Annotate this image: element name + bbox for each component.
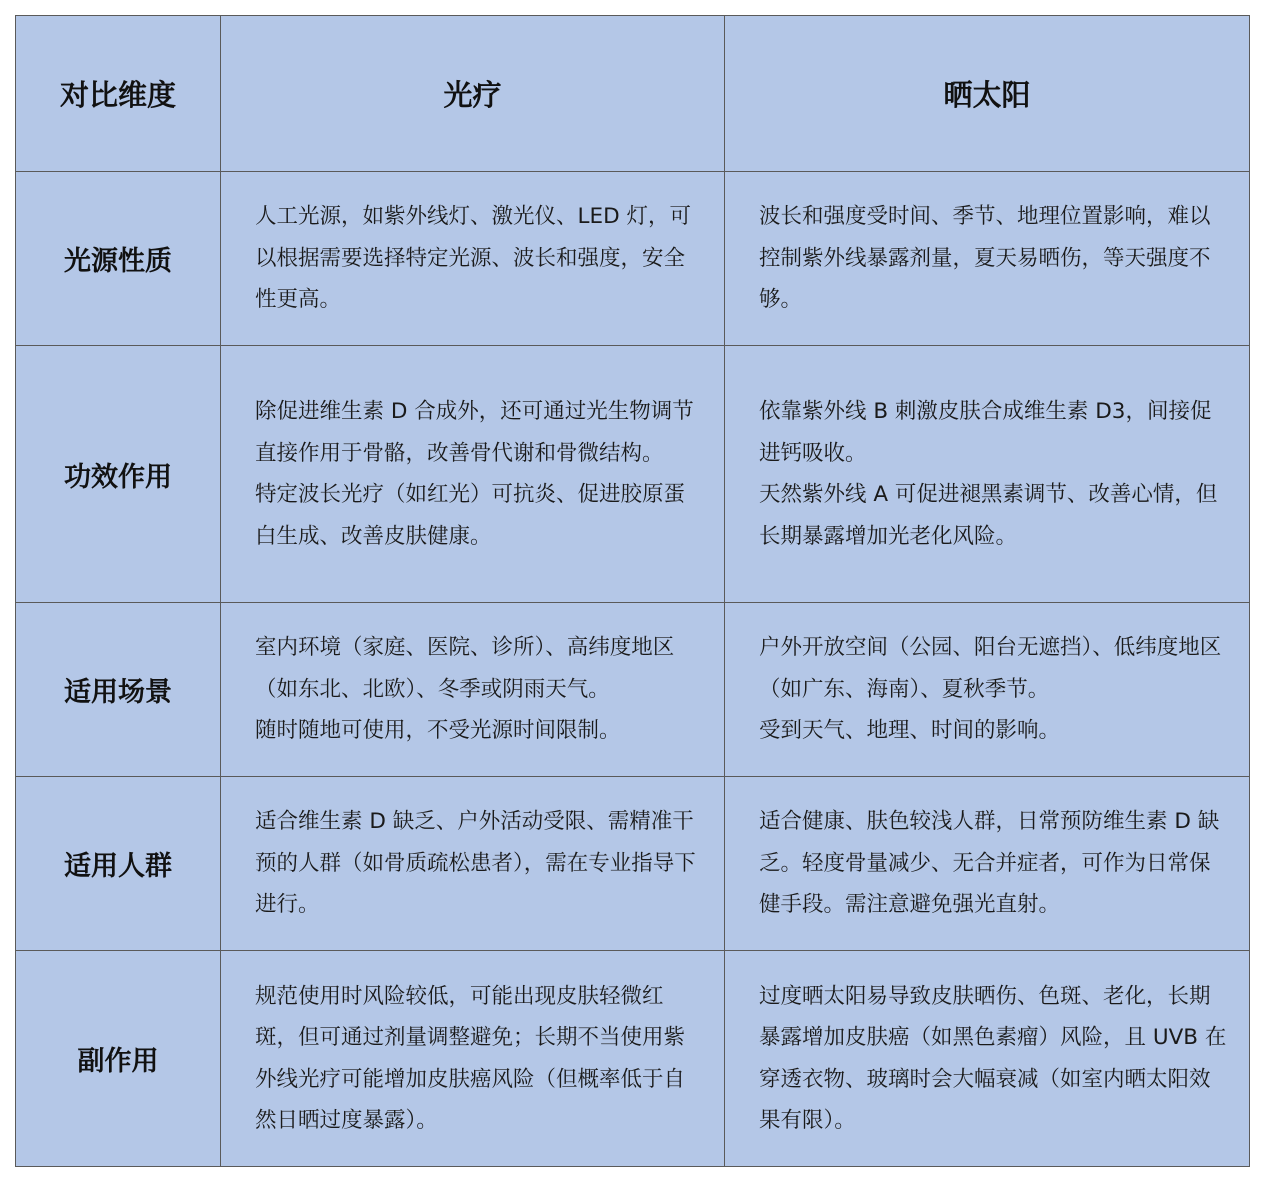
cell-paragraph: 过度晒太阳易导致皮肤晒伤、色斑、老化，长期暴露增加皮肤癌（如黑色素瘤）风险，且 UVB 在穿透衣物、玻璃时会大幅衰减（如室内晒太阳效果有限）。 xyxy=(759,983,1227,1133)
phototherapy-cell xyxy=(221,951,725,1167)
cell-paragraph: 规范使用时风险较低，可能出现皮肤轻微红斑，但可通过剂量调整避免；长期不当使用紫外线光疗可能增加皮肤癌风险（但概率低于自然日晒过度暴露）。 xyxy=(255,983,686,1133)
cell-paragraph: 波长和强度受时间、季节、地理位置影响，难以控制紫外线暴露剂量，夏天易晒伤，等天强度不够。 xyxy=(759,204,1211,313)
sunbathing-cell xyxy=(725,777,1250,951)
sunbathing-cell xyxy=(725,603,1250,777)
sunbathing-cell xyxy=(725,172,1250,346)
phototherapy-cell xyxy=(221,172,725,346)
comparison-table xyxy=(15,15,1250,1167)
comparison-table-wrapper xyxy=(15,15,1249,1167)
cell-paragraph: 天然紫外线 A 可促进褪黑素调节、改善心情，但长期暴露增加光老化风险。 xyxy=(759,482,1218,549)
table-row xyxy=(16,172,1250,346)
phototherapy-cell xyxy=(221,346,725,603)
table-row xyxy=(16,951,1250,1167)
cell-paragraph: 适合健康、肤色较浅人群，日常预防维生素 D 缺乏。轻度骨量减少、无合并症者，可作为日常保健手段。需注意避免强光直射。 xyxy=(759,809,1220,918)
cell-paragraph: 适合维生素 D 缺乏、户外活动受限、需精准干预的人群（如骨质疏松患者），需在专业指导下进行。 xyxy=(255,809,696,918)
header-sunbathing: 晒太阳 xyxy=(725,16,1250,172)
table-row xyxy=(16,777,1250,951)
table-row xyxy=(16,346,1250,603)
phototherapy-cell xyxy=(221,603,725,777)
table-row xyxy=(16,603,1250,777)
cell-paragraph: 室内环境（家庭、医院、诊所）、高纬度地区（如东北、北欧）、冬季或阴雨天气。 xyxy=(255,635,675,702)
phototherapy-cell xyxy=(221,777,725,951)
cell-paragraph: 依靠紫外线 B 刺激皮肤合成维生素 D3，间接促进钙吸收。 xyxy=(759,399,1212,466)
cell-paragraph: 受到天气、地理、时间的影响。 xyxy=(759,718,1061,744)
dimension-cell: 副作用 xyxy=(16,951,221,1167)
sunbathing-cell xyxy=(725,951,1250,1167)
cell-paragraph: 随时随地可使用，不受光源时间限制。 xyxy=(255,718,621,744)
cell-paragraph: 特定波长光疗（如红光）可抗炎、促进胶原蛋白生成、改善皮肤健康。 xyxy=(255,482,686,549)
header-phototherapy: 光疗 xyxy=(221,16,725,172)
header-dimension: 对比维度 xyxy=(16,16,221,172)
cell-paragraph: 除促进维生素 D 合成外，还可通过光生物调节直接作用于骨骼，改善骨代谢和骨微结构。 xyxy=(255,399,694,466)
dimension-cell: 适用场景 xyxy=(16,603,221,777)
dimension-cell: 适用人群 xyxy=(16,777,221,951)
cell-paragraph: 户外开放空间（公园、阳台无遮挡）、低纬度地区（如广东、海南）、夏秋季节。 xyxy=(759,635,1222,702)
cell-paragraph: 人工光源，如紫外线灯、激光仪、LED 灯，可以根据需要选择特定光源、波长和强度，安全性更高。 xyxy=(255,204,691,313)
header-row xyxy=(16,16,1250,172)
dimension-cell: 光源性质 xyxy=(16,172,221,346)
dimension-cell: 功效作用 xyxy=(16,346,221,603)
sunbathing-cell xyxy=(725,346,1250,603)
